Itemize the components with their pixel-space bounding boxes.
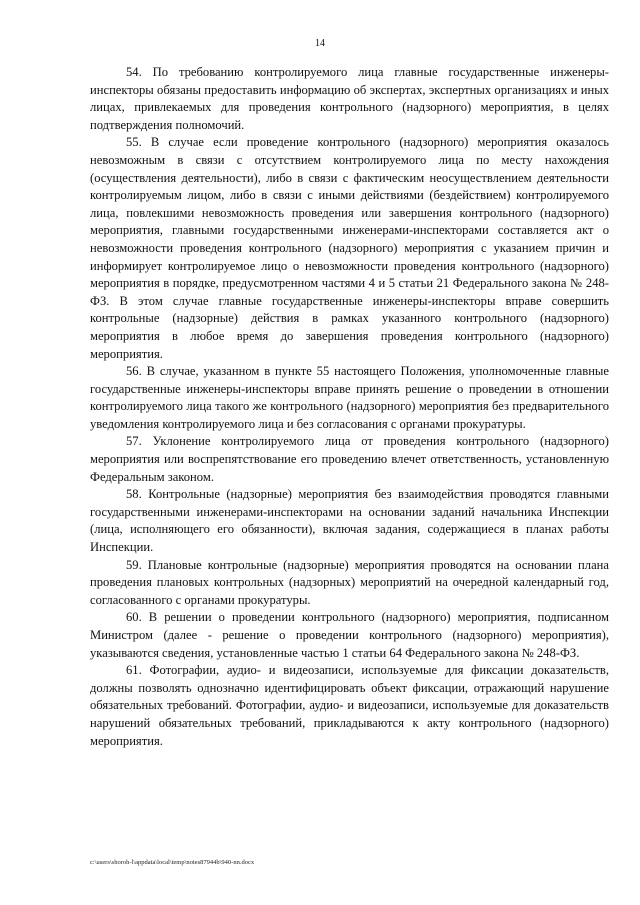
page-number: 14 [315,38,325,49]
document-body [90,64,609,750]
paragraph-54: 54. По требованию контролируемого лица главные государственные инженеры-инспекторы обязаны предоставить информацию об экспертах, экспертных организациях и иных лицах, привлекаемых для проведения контрольного (надзорного) мероприятия, в целях подтверждения полномочий. [90,65,609,132]
paragraph-57: 57. Уклонение контролируемого лица от проведения контрольного (надзорного) мероприятия или воспрепятствование его проведению влечет ответственность, установленную Федеральным законом. [90,434,609,484]
file-path-footer: c:\users\shoroh-l\appdata\local\temp\notes87944b\940-nn.docx [90,859,255,866]
paragraph-56: 56. В случае, указанном в пункте 55 настоящего Положения, уполномоченные главные государственные инженеры-инспекторы вправе принять решение о проведении в отношении контролируемого лица такого же контрольного (надзорного) мероприятия без предварительного уведомления контролируемого лица и без согласования с органами прокуратуры. [90,364,609,431]
paragraph-61: 61. Фотографии, аудио- и видеозаписи, используемые для фиксации доказательств, должны позволять однозначно идентифицировать объект фиксации, отражающий нарушение обязательных требований. Фотографии, аудио- и видеозаписи, используемые для доказательств нарушений обязательных требований, прикладываются к акту контрольного (надзорного) мероприятия. [90,663,609,748]
paragraph-59: 59. Плановые контрольные (надзорные) мероприятия проводятся на основании плана проведения плановых контрольных (надзорных) мероприятий на очередной календарный год, согласованного с органами прокуратуры. [90,557,609,607]
paragraph-58: 58. Контрольные (надзорные) мероприятия без взаимодействия проводятся главными государственными инженерами-инспекторами на основании заданий начальника Инспекции (лица, исполняющего его обязанности), включая задания, содержащиеся в планах работы Инспекции. [90,487,609,555]
paragraph-60: 60. В решении о проведении контрольного (надзорного) мероприятия, подписанном Министром (далее - решение о проведении контрольного (надзорного) мероприятия), указываются сведения, установленные частью 1 статьи 64 Федерального закона № 248-ФЗ. [90,610,609,660]
paragraph-55: 55. В случае если проведение контрольного (надзорного) мероприятия оказалось невозможным в связи с отсутствием контролируемого лица по месту нахождения (осуществления деятельности), либо в связи с фактическим неосуществлением деятельности контролируемым лицом, либо в связи с иными действиями (бездействием) контролируемого лица, повлекшими невозможность проведения или завершения контрольного (надзорного) мероприятия, главными государственными инженерами-инспекторами составляется акт о невозможности проведения контрольного (надзорного) мероприятия с указанием причин и информирует контролируемое лицо о невозможности проведения контрольного (надзорного) мероприятия в порядке, предусмотренном частями 4 и 5 статьи 21 Федерального закона № 248-ФЗ. В этом случае главные государственные инженеры-инспекторы вправе совершить контрольные (надзорные) действия в рамках указанного контрольного (надзорного) мероприятия в любое время до завершения проведения контрольного (надзорного) мероприятия. [90,135,609,361]
